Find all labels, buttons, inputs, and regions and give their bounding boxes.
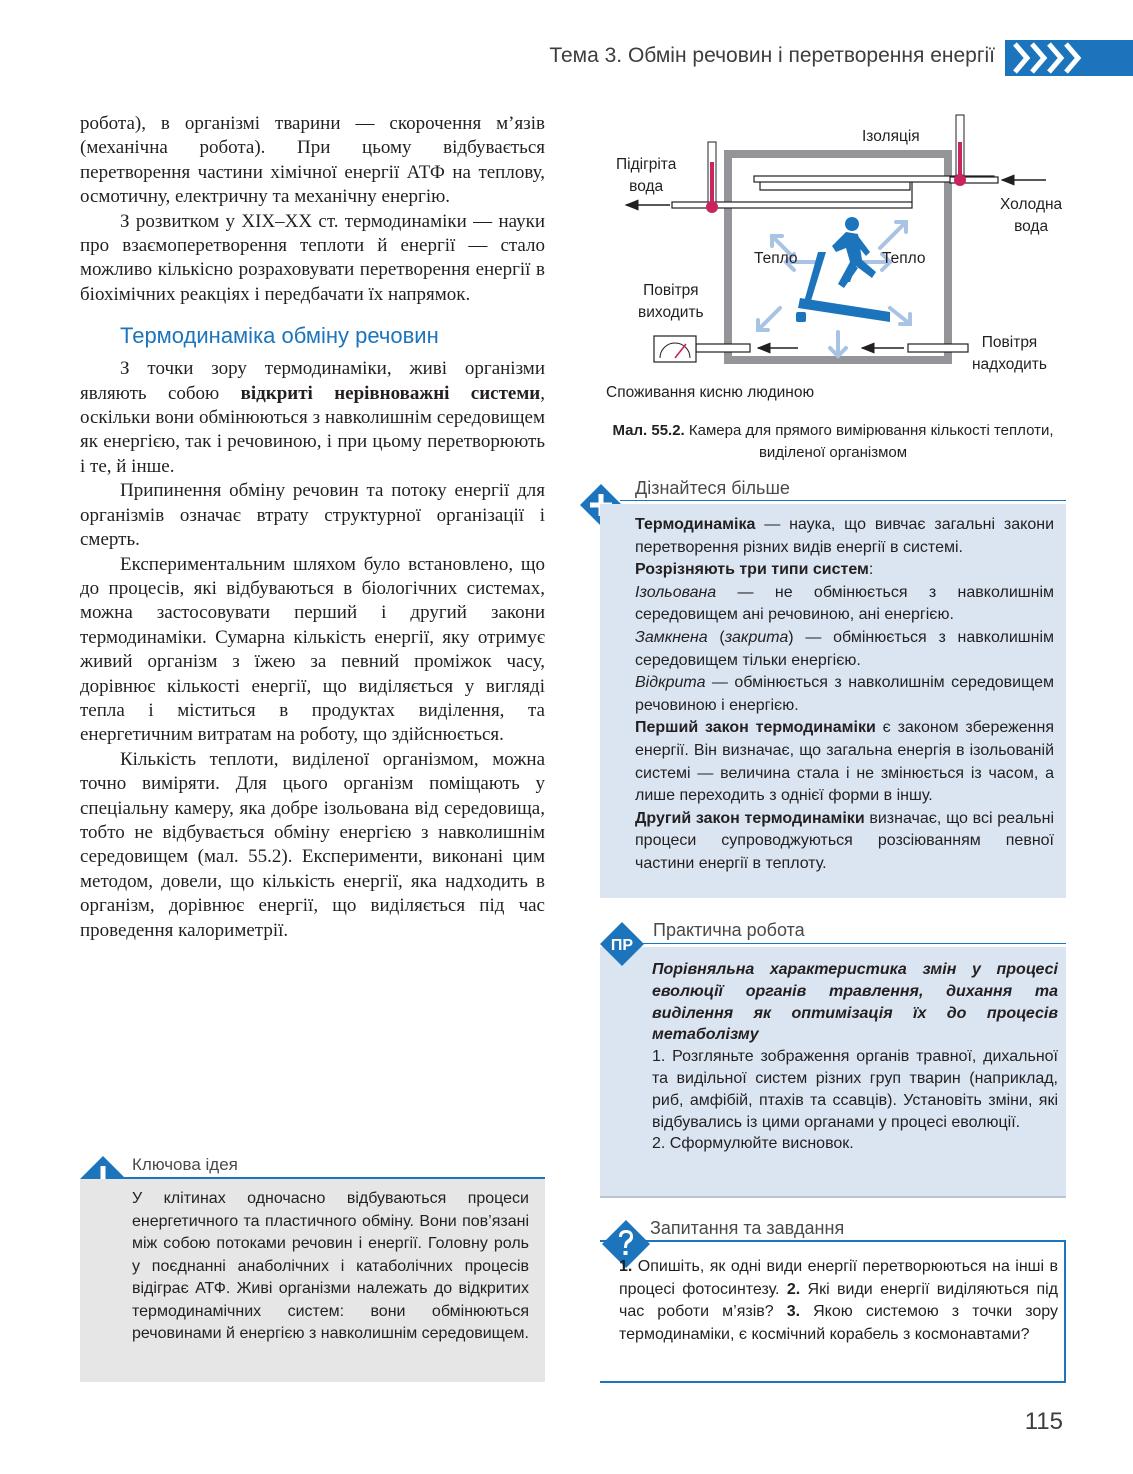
- label-isolation: Ізоляція: [862, 128, 920, 145]
- page-number: 115: [1024, 1408, 1063, 1435]
- practical-step: 1. Розгляньте зображення органів травної, дихальної та видільної систем різних груп тварин (наприклад, риб, амфібій, птахів та ссавців). Установіть зміни, які відбувались із цими органами у процесі еволюції.: [652, 1048, 1058, 1131]
- runner-on-treadmill-icon: [796, 217, 890, 322]
- figure-caption: Мал. 55.2. Камера для прямого вимірювання кількості теплоти, виділеної організмом: [612, 422, 1054, 461]
- questions-title: Запитання та завдання: [650, 1218, 845, 1238]
- learn-more-box: [580, 478, 1066, 898]
- learn-more-title: Дізнайтеся більше: [635, 478, 790, 498]
- svg-text:ПР: ПР: [610, 937, 634, 954]
- paragraph: Кількість теплоти, виділеної організмом, можна точно виміряти. Для цього організм поміщають у спеціальну камеру, яка добре ізольована від середовища, тобто не відбувається обміну енергією з навколишнім середовищем (мал. 55.2). Експерименти, виконані цим методом, довели, що кількість енергії, яка надходить в організм, дорівнює енергії, що виділяється під час проведення калориметрії.: [80, 748, 545, 941]
- paragraph: З точки зору термодинаміки, живі організми являють собою відкриті нерівноважні системи, оскільки вони обмінюються з навколишнім середовищем як енергією, так і речовиною, і при цьому перетворюють і те, й інше.: [80, 358, 545, 477]
- key-idea-title: Ключова ідея: [132, 1155, 238, 1174]
- calorimeter-figure: [600, 112, 1090, 412]
- practical-task: Порівняльна характеристика змін у процесі еволюції органів травлення, дихання та виділення як оптимізація їх до процесів метаболізму: [652, 961, 1058, 1044]
- running-header: Тема 3. Обмін речовин і перетворення енергії: [549, 44, 995, 67]
- section-heading: Термодинаміка обміну речовин: [120, 323, 439, 349]
- practical-text: [600, 947, 1066, 1198]
- paragraph: Експериментальним шляхом було встановлено, що до процесів, які відбуваються в біологічних системах, можна застосовувати перший і другий закони термодинаміки. Сумарна кількість енергії, яку отримує живий організм з їжею за певний проміжок часу, дорівнює кількості енергії, що виділяється у вигляді тепла і міститься в продуктах виділення, та енергетичним витратам на роботу, що здійснюється.: [80, 553, 545, 746]
- paragraph: Припинення обміну речовин та потоку енергії для організмів означає втрату структурної організації і смерть.: [80, 480, 545, 551]
- paragraph: З розвитком у XIX–XX ст. термодинаміки — науки про взаємоперетворення теплоти й енергії — стало можливо кількісно розраховувати перетворення енергії в біохімічних реакціях і передбачати їх напрямок.: [80, 210, 545, 305]
- label-air-out: Повітря виходить: [638, 282, 704, 321]
- label-cold-water: Холодна вода: [1000, 196, 1063, 235]
- title-divider: [635, 943, 1066, 944]
- bold-term: відкриті нерівноважні системи: [240, 382, 541, 404]
- learn-more-text: Термодинаміка — наука, що вивчає загальні закони перетворення різних видів енергії в системі. Розрізняють три типи систем: Ізольована — не обмінюється з навколишнім середовищем ані речовиною, ані енергією. Замкнена (закрита) — обмінюється з навколишнім середовищем тільки енергією. Відкрита — обмінюється з навколишнім середовищем речовиною і енергією. Перший закон термодинаміки є законом збереження енергії. Він визначає, що загальна енергія в ізольованій системі — величина стала і не змінюється із часом, а лише переходить з однієї форми в іншу. Другий закон термодинаміки визначає, що всі реальні процеси супроводжуються розсіюванням певної частини енергії в теплоту.: [600, 504, 1066, 898]
- practical-title: Практична робота: [653, 920, 805, 940]
- paragraph: робота), в організмі тварини — скорочення м’язів (механічна робота). При цьому відбувається перетворення частини хімічної енергії АТФ на теплову, осмотичну, електричну та механічну енергію.: [80, 113, 545, 208]
- title-divider: [620, 500, 1066, 501]
- label-air-in: Повітря надходить: [972, 334, 1047, 373]
- label-heat-right: Тепло: [882, 250, 926, 267]
- header-chevrons-icon: [1005, 40, 1133, 76]
- key-idea-text: У клітинах одночасно відбуваються процеси енергетичного та пластичного обміну. Вони пов’язані між собою потоками речовин і енергії. Головну роль у поєднанні анаболічних і катаболічних процесів відіграє АТФ. Живі організми належать до відкритих термодинамічних систем: вони обмінюються речовинами й енергією з навколишнім середовищем.: [80, 1179, 545, 1382]
- label-warm-water: Підігріта вода: [616, 156, 677, 195]
- questions-text: 1. Опишіть, як одні види енергії перетворюються на інші в процесі фотосинтезу. 2. Які види енергії виділяються під час роботи м’язів? 3. Якою системою з точки зору термодинаміки, є космічний корабель з космонавтами?: [619, 1258, 1059, 1343]
- key-idea-box: [80, 1150, 545, 1382]
- label-oxygen-consumption: Споживання кисню людиною: [606, 384, 815, 401]
- practical-step: 2. Сформулюйте висновок.: [652, 1135, 854, 1153]
- questions-box: [600, 1218, 1066, 1383]
- main-text-column: [80, 112, 545, 943]
- practical-work-box: [600, 920, 1066, 1198]
- practical-work-icon: [600, 922, 644, 966]
- label-heat-left: Тепло: [754, 250, 798, 267]
